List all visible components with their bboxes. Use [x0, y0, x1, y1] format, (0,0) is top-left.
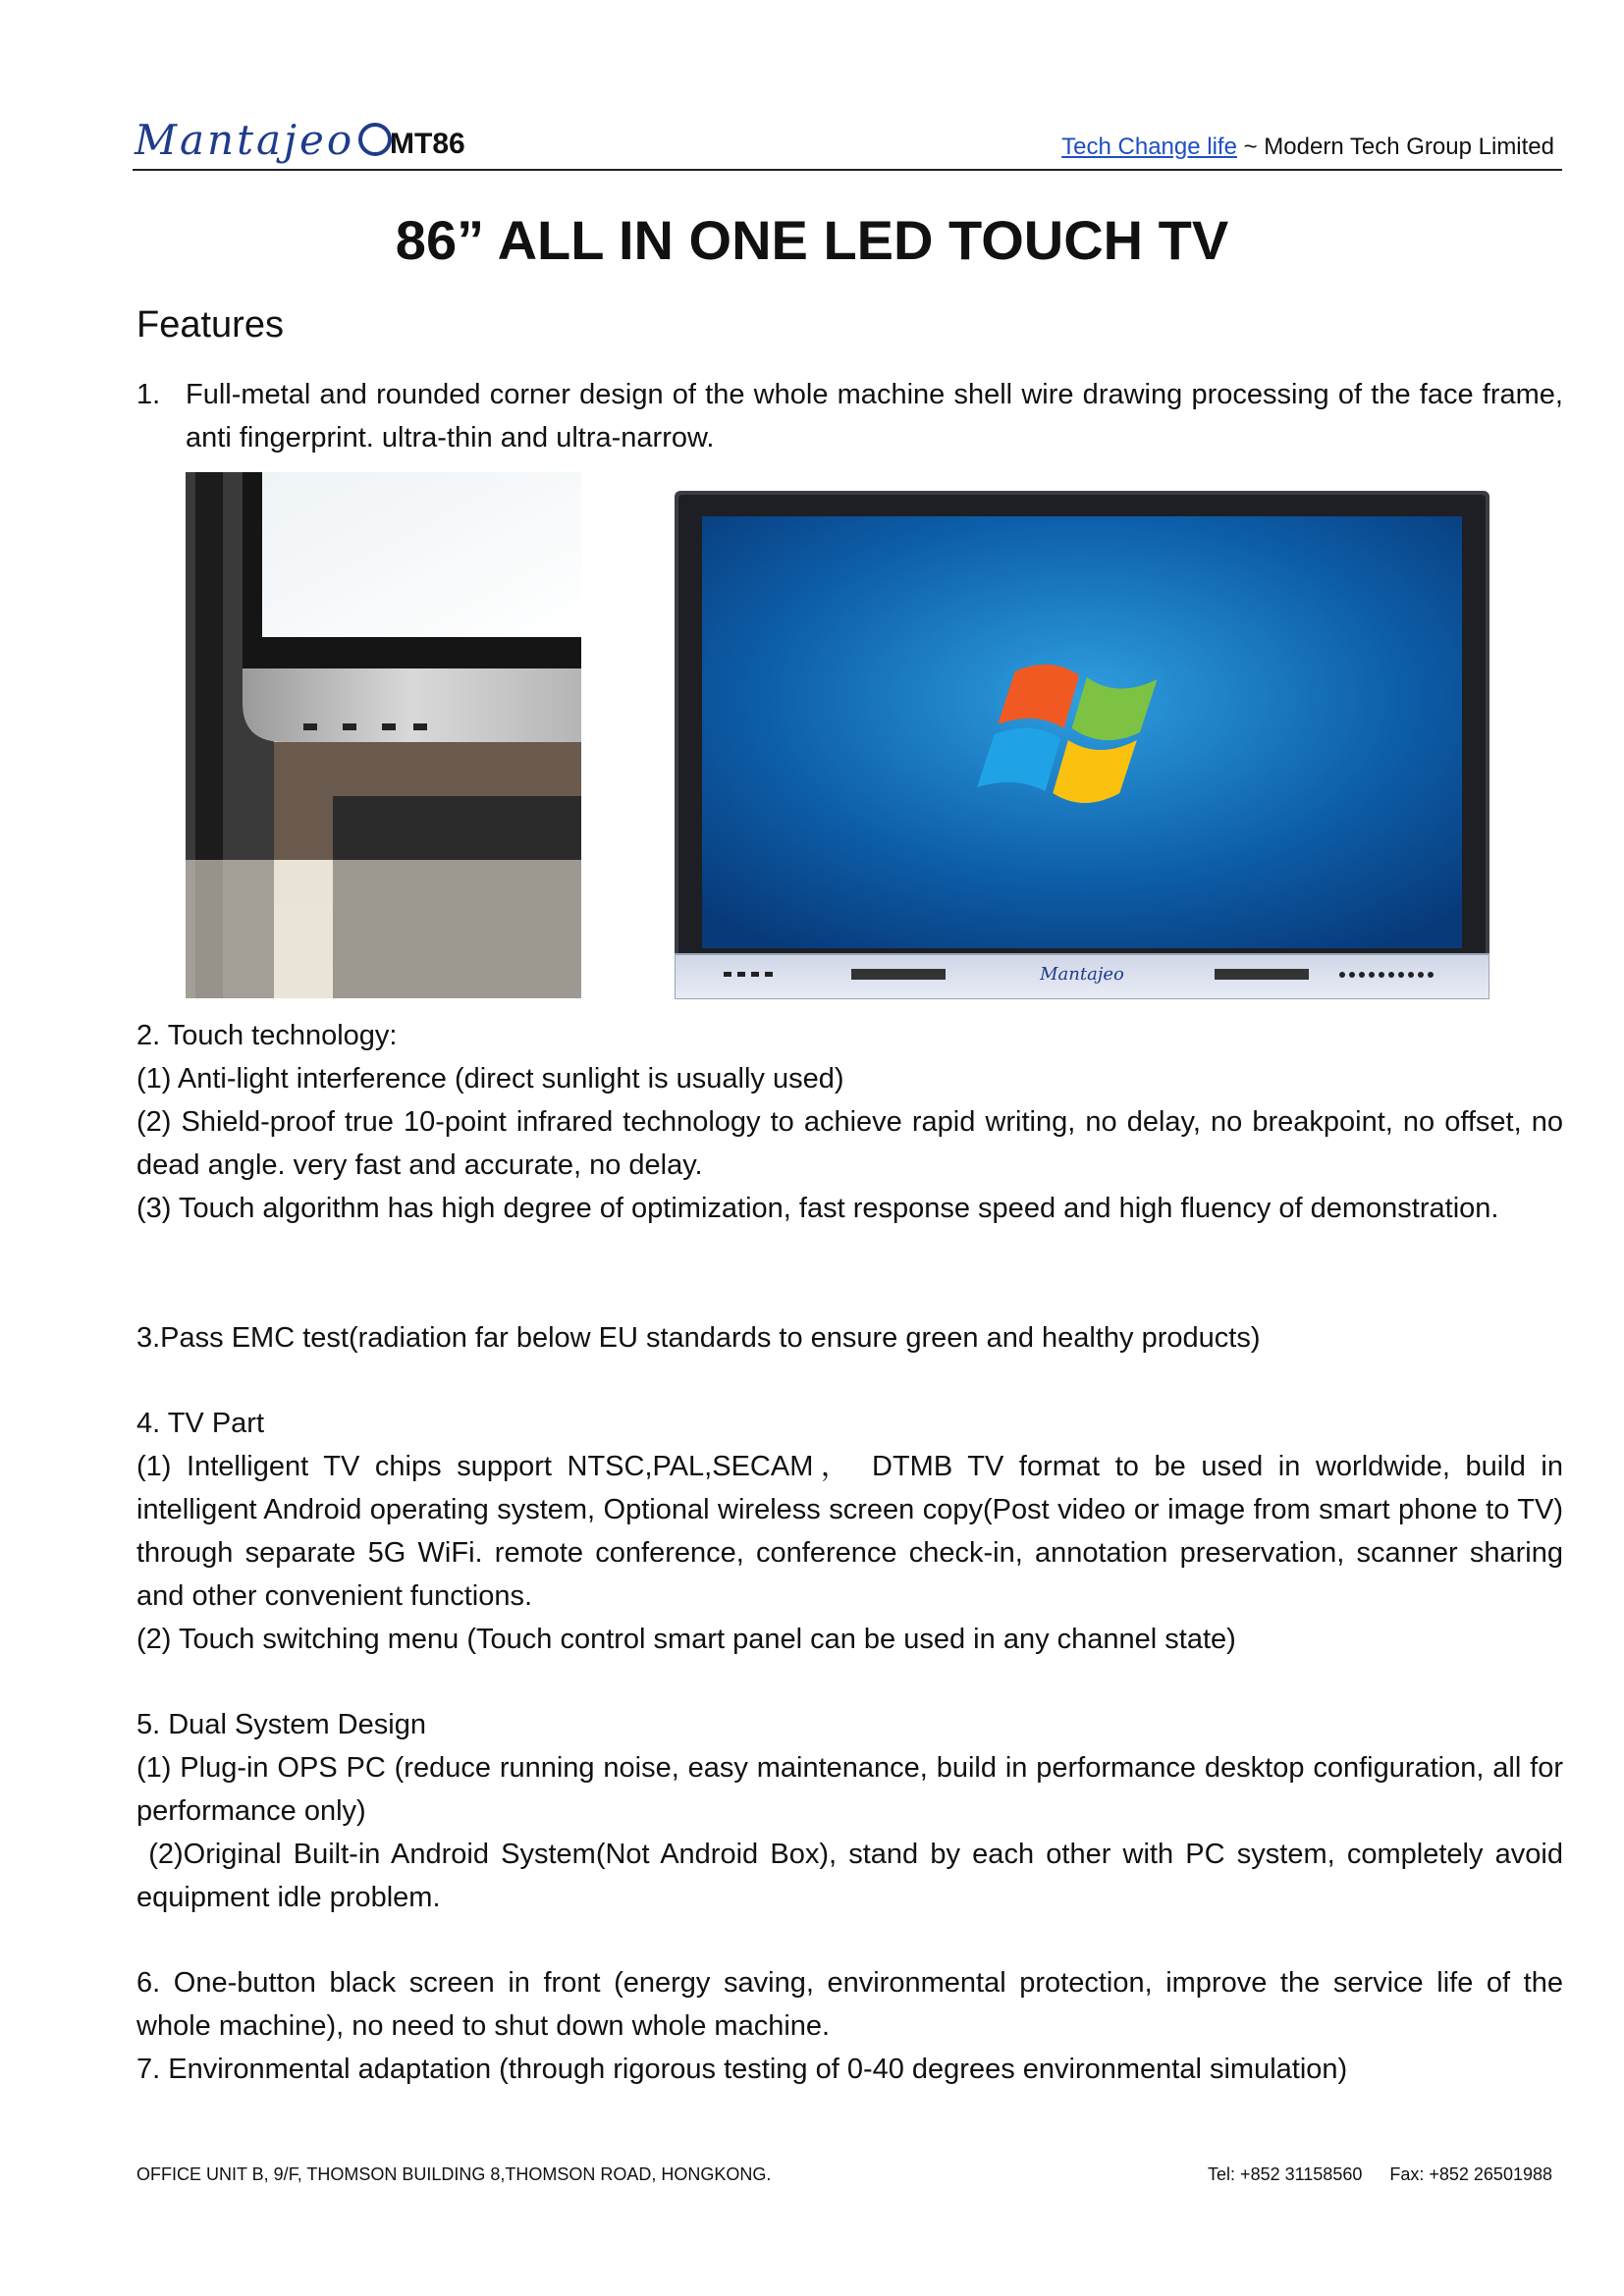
model-number: MT86: [390, 128, 465, 160]
touch-technology-section: [136, 1014, 1563, 1230]
tv-bezel-logo: Mantajeo: [1040, 964, 1124, 985]
telephone: Tel: +852 31158560: [1208, 2164, 1363, 2184]
tv-front-illustration: [675, 491, 1489, 999]
tagline-link[interactable]: Tech Change life: [1061, 133, 1237, 160]
logo-text: Mantajeo: [135, 116, 355, 164]
dual-system-section: [136, 1703, 1572, 1919]
logo-ring-icon: [358, 123, 392, 156]
feature-1-body: Full-metal and rounded corner design of the whole machine shell wire drawing processing of the face frame, anti fingerprint. ultra-thin and ultra-narrow.: [186, 379, 1563, 454]
touch-item-3: (3) Touch algorithm has high degree of optimization, fast response speed and high fluency of demonstration.: [136, 1193, 1499, 1224]
contact-info: [1180, 2164, 1552, 2185]
misc-features-section: [136, 1961, 1563, 2091]
page-title: 86” ALL IN ONE LED TOUCH TV: [395, 209, 1229, 271]
touch-item-1: (1) Anti-light interference (direct sunlight is usually used): [136, 1063, 844, 1095]
emc-section: [136, 1316, 1563, 1360]
brand-logo: [135, 116, 392, 164]
touch-heading: 2. Touch technology:: [136, 1020, 398, 1051]
feature-6-text: 6. One-button black screen in front (energy saving, environmental protection, improve the service life of the whole machine), no need to shut down whole machine.: [136, 1967, 1563, 2042]
touch-item-2: (2) Shield-proof true 10-point infrared technology to achieve rapid writing, no delay, no breakpoint, no offset, no dead angle. very fast and accurate, no delay.: [136, 1106, 1563, 1181]
feature-1: [136, 373, 1563, 459]
dual-item-1: (1) Plug-in OPS PC (reduce running noise, easy maintenance, build in performance desktop configuration, all for performance only): [136, 1752, 1563, 1827]
tv-front-image: [675, 491, 1489, 999]
company-name: ~ Modern Tech Group Limited: [1236, 133, 1554, 160]
page-header: [133, 110, 1562, 171]
emc-text: 3.Pass EMC test(radiation far below EU standards to ensure green and healthy products): [136, 1322, 1261, 1354]
tv-corner-photo: [186, 472, 581, 998]
dual-item-2: (2)Original Built-in Android System(Not Android Box), stand by each other with PC system, completely avoid equipment idle problem.: [136, 1839, 1572, 1913]
header-tagline: [1061, 133, 1554, 161]
fax: Fax: +852 26501988: [1389, 2164, 1552, 2184]
tv-corner-illustration: [186, 472, 581, 998]
features-heading: Features: [136, 304, 284, 346]
office-address: OFFICE UNIT B, 9/F, THOMSON BUILDING 8,THOMSON ROAD, HONGKONG.: [136, 2164, 772, 2184]
tv-part-section: [136, 1402, 1563, 1661]
tv-heading: 4. TV Part: [136, 1408, 265, 1439]
tv-item-1: (1) Intelligent TV chips support NTSC,PAL,SECAM， DTMB TV format to be used in worldwide, build in intelligent Android operating system, Optional wireless screen copy(Post video or image from smart phone to TV) through separate 5G WiFi. remote conference, conference check-in, annotation preservation, scanner sharing and other convenient functions.: [136, 1451, 1563, 1612]
dual-heading: 5. Dual System Design: [136, 1709, 426, 1740]
feature-1-number: 1.: [136, 379, 161, 410]
feature-7-text: 7. Environmental adaptation (through rigorous testing of 0-40 degrees environmental simulation): [136, 2054, 1348, 2085]
feature-1-text: [136, 373, 1563, 459]
tv-item-2: (2) Touch switching menu (Touch control smart panel can be used in any channel state): [136, 1624, 1236, 1655]
